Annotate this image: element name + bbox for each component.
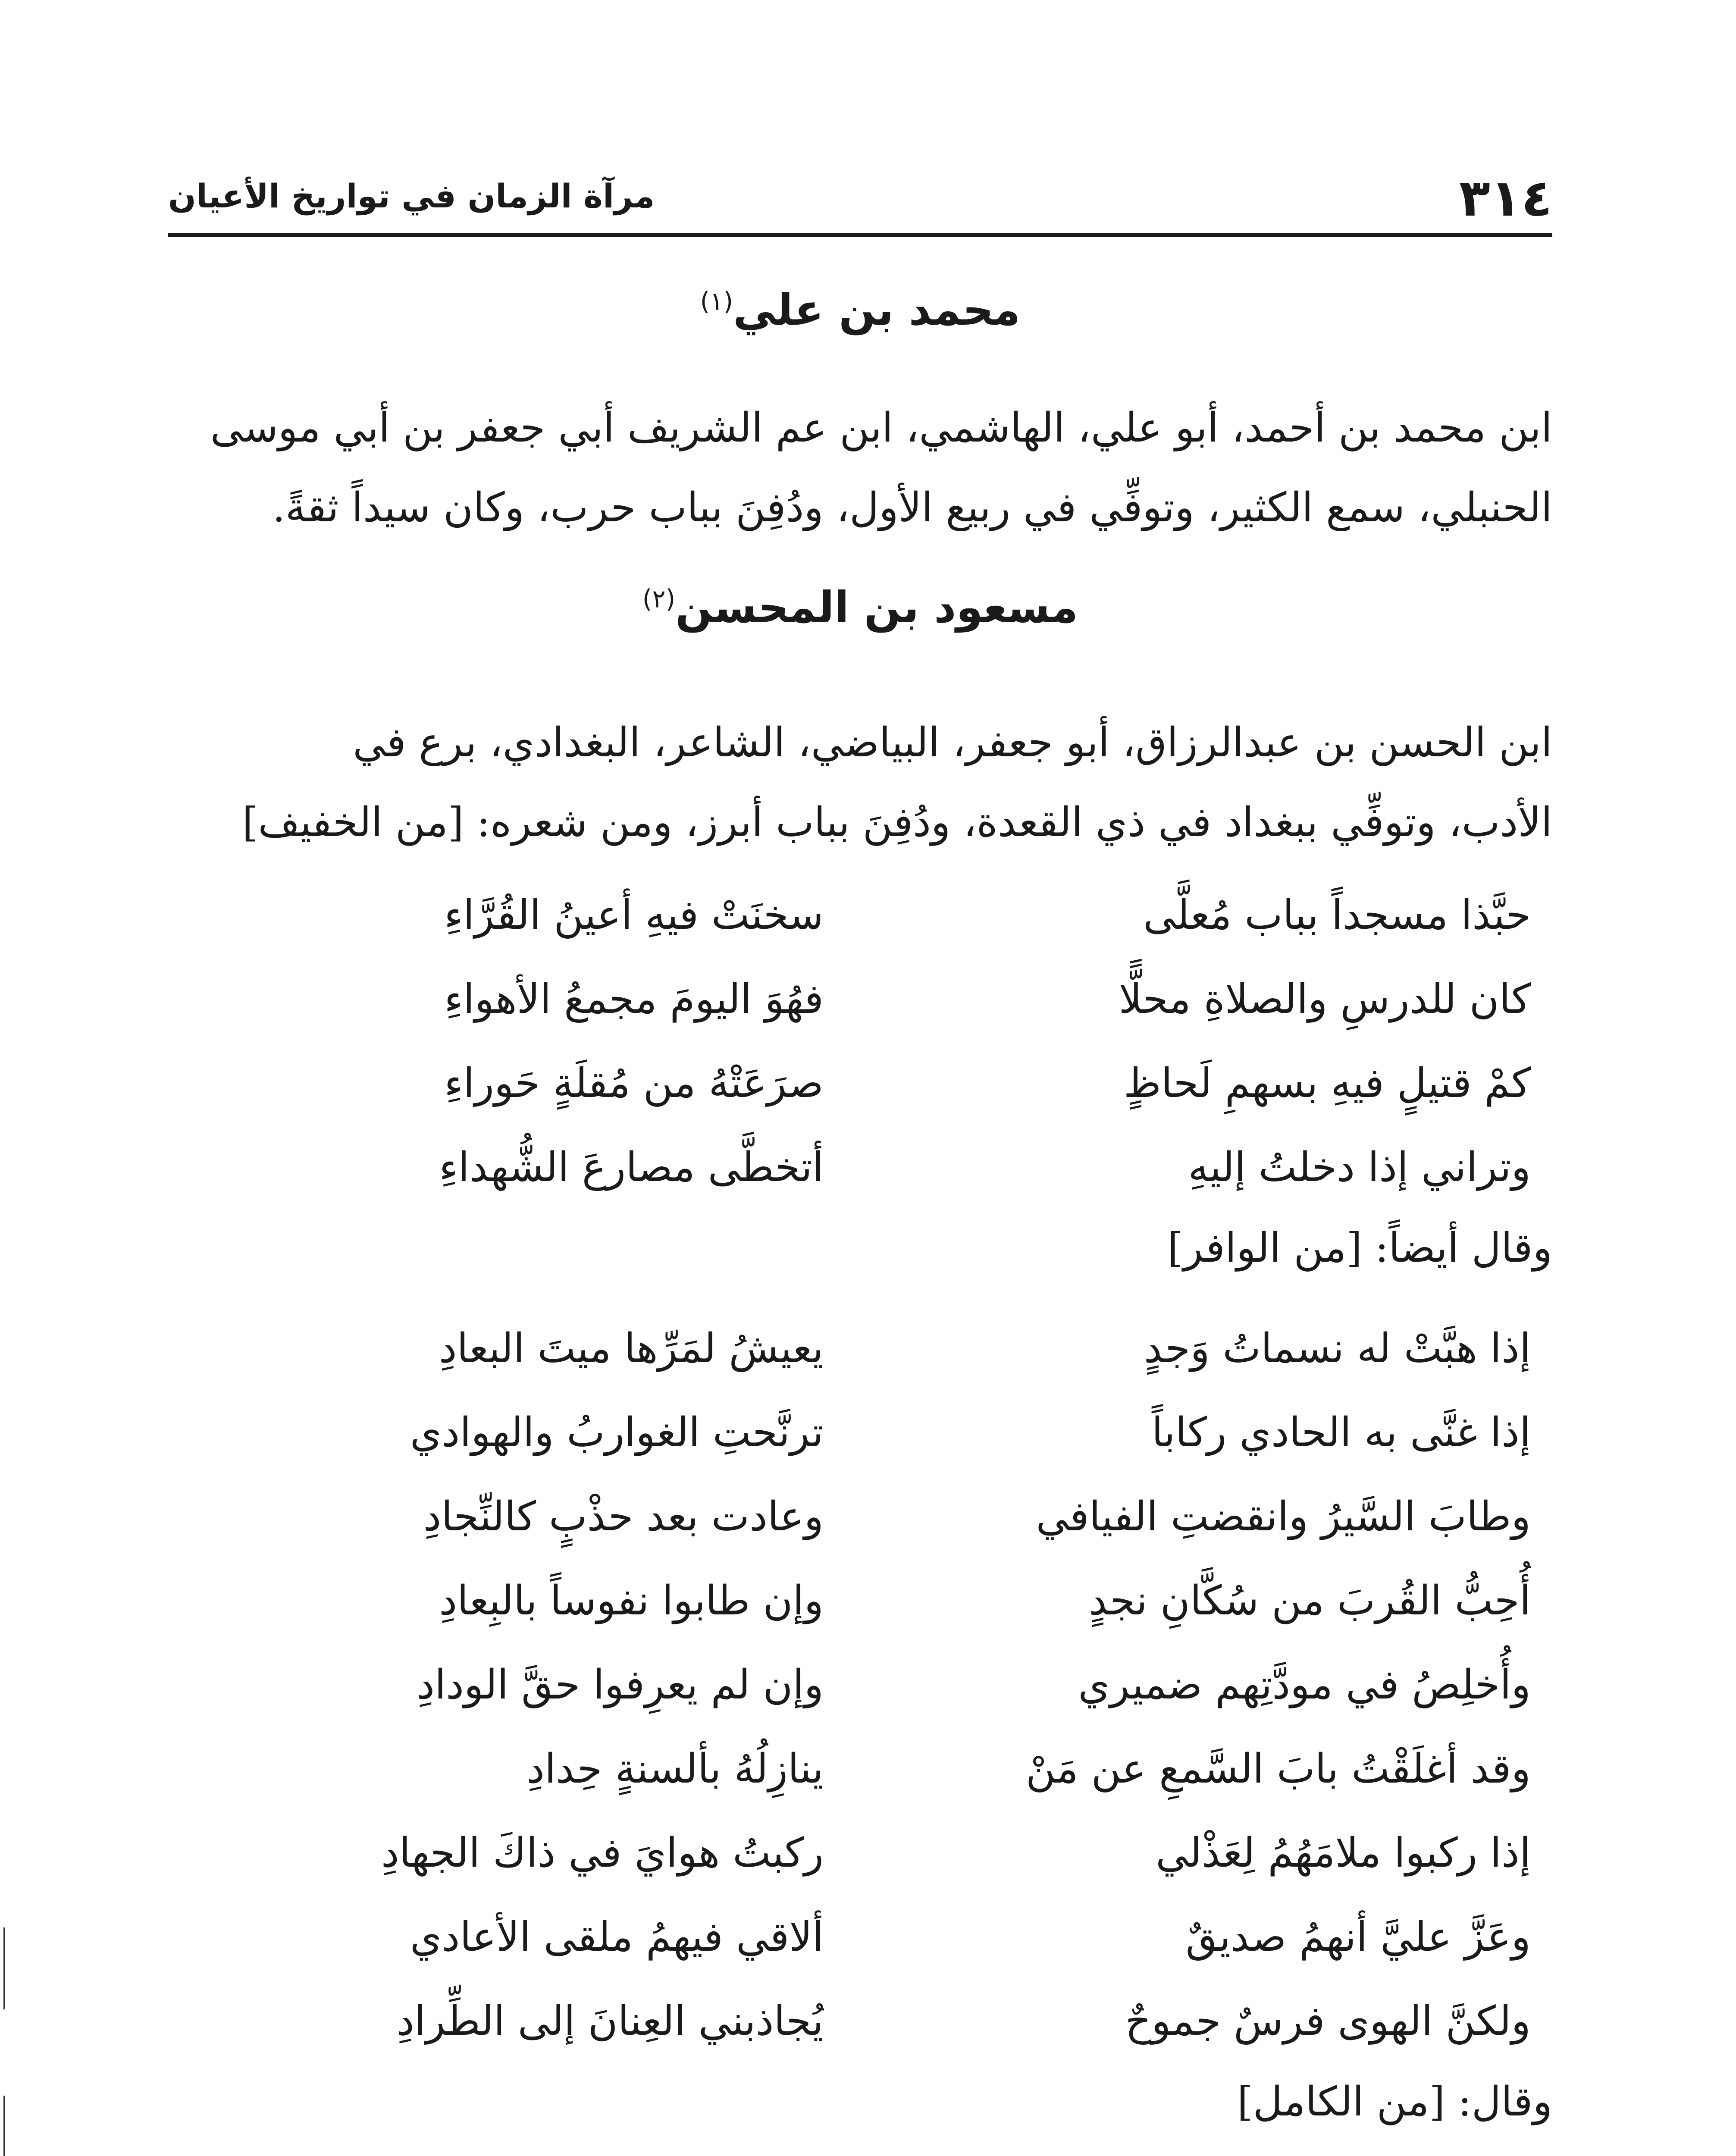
second-hemistich: وعادت بعد حذْبٍ كالنِّجادِ bbox=[423, 1493, 824, 1540]
second-hemistich: يُجاذبني العِنانَ إلى الطِّرادِ bbox=[396, 1998, 824, 2045]
verse bbox=[168, 873, 1552, 957]
verse bbox=[168, 957, 1552, 1041]
page-number: ٣١٤ bbox=[1459, 168, 1552, 228]
intro-text: وقال: bbox=[1458, 2078, 1552, 2125]
first-hemistich: كان للدرسِ والصلاةِ محلًّا bbox=[1119, 976, 1531, 1023]
text-line bbox=[172, 783, 1552, 862]
page-header bbox=[168, 168, 1552, 237]
first-hemistich: ولكنَّ الهوى فرسٌ جموحٌ bbox=[1125, 1998, 1531, 2045]
first-hemistich: إذا ركبوا ملامَهُمُ لِعَذْلي bbox=[1156, 1830, 1531, 1877]
verse bbox=[168, 1475, 1552, 1559]
first-hemistich bbox=[884, 2150, 1531, 2156]
verse bbox=[168, 1559, 1552, 1643]
first-hemistich: وقد أغلَقْتُ بابَ السَّمعِ عن مَنْ bbox=[1025, 1745, 1531, 1792]
second-hemistich: يعيشُ لمَرِّها ميتَ البعادِ bbox=[439, 1325, 824, 1372]
verse bbox=[168, 2150, 1552, 2156]
verse bbox=[168, 1811, 1552, 1895]
second-hemistich: ركبتُ هوايَ في ذاكَ الجهادِ bbox=[381, 1830, 824, 1877]
scan-artifact bbox=[3, 2096, 5, 2156]
first-hemistich: إذا غنَّى به الحادي ركاباً bbox=[1151, 1409, 1531, 1456]
first-hemistich: كمْ قتيلٍ فيهِ بسهمِ لَحاظٍ bbox=[1123, 1060, 1531, 1107]
poem bbox=[168, 2150, 1552, 2156]
verse bbox=[168, 1307, 1552, 1391]
first-hemistich: وعَزَّ عليَّ أنهمُ صديقٌ bbox=[1185, 1914, 1531, 1961]
entry-biography bbox=[172, 703, 1552, 862]
first-hemistich: أُحِبُّ القُربَ من سُكَّانِ نجدٍ bbox=[1088, 1577, 1531, 1624]
second-hemistich: فهُوَ اليومَ مجمعُ الأهواءِ bbox=[444, 976, 824, 1023]
running-title: مرآة الزمان في تواريخ الأعيان bbox=[168, 177, 655, 215]
second-hemistich: وإن لم يعرِفوا حقَّ الودادِ bbox=[417, 1661, 824, 1708]
intro-text: وقال أيضاً: bbox=[1375, 1225, 1552, 1272]
first-hemistich: وطابَ السَّيرُ وانقضتِ الفيافي bbox=[1036, 1493, 1531, 1540]
text-line: الحنبلي، سمع الكثير، وتوفِّي في ربيع الأول، ودُفِنَ بباب حرب، وكان سيداً ثقةً. bbox=[272, 484, 1552, 531]
entry-name: محمد بن علي bbox=[733, 285, 1021, 335]
verse bbox=[168, 1895, 1552, 1979]
poem bbox=[168, 873, 1552, 1210]
verse bbox=[168, 1041, 1552, 1125]
text-line-content: الأدب، وتوفِّي ببغداد في ذي القعدة، ودُفِنَ بباب أبرز، ومن شعره: bbox=[476, 799, 1552, 846]
second-hemistich: صرَعَتْهُ من مُقلَةٍ حَوراءِ bbox=[444, 1060, 824, 1107]
first-hemistich: وأُخلِصُ في مودَّتِهم ضميري bbox=[1078, 1661, 1531, 1708]
entry-title bbox=[168, 582, 1552, 633]
text-line: ابن محمد بن أحمد، أبو علي، الهاشمي، ابن عم الشريف أبي جعفر بن أبي موسى bbox=[210, 404, 1552, 451]
first-hemistich: حبَّذا مسجداً بباب مُعلَّى bbox=[1143, 892, 1531, 939]
first-hemistich: إذا هبَّتْ له نسماتُ وَجدٍ bbox=[1144, 1325, 1531, 1372]
poem bbox=[168, 1307, 1552, 2063]
verse bbox=[168, 1643, 1552, 1727]
second-hemistich: سخنَتْ فيهِ أعينُ القُرَّاءِ bbox=[444, 892, 824, 939]
verse bbox=[168, 1727, 1552, 1811]
second-hemistich: وإن طابوا نفوساً بالبِعادِ bbox=[439, 1577, 824, 1624]
second-hemistich: أتخطَّى مصارعَ الشُّهداءِ bbox=[439, 1144, 824, 1191]
poem-meter: [من الكامل] bbox=[1237, 2078, 1445, 2125]
footnote-ref: (٢) bbox=[642, 584, 676, 614]
entry-title bbox=[168, 285, 1552, 335]
text-line: ابن الحسن بن عبدالرزاق، أبو جعفر، البياضي، الشاعر، البغدادي، برع في bbox=[353, 719, 1552, 766]
entry-name: مسعود بن المحسن bbox=[675, 582, 1078, 633]
first-hemistich: وتراني إذا دخلتُ إليهِ bbox=[1188, 1144, 1531, 1191]
poem-intro bbox=[776, 1214, 1552, 1283]
poem-meter: [من الوافر] bbox=[1167, 1225, 1362, 1272]
poem-meter: [من الخفيف] bbox=[242, 799, 464, 846]
poem-intro bbox=[776, 2068, 1552, 2137]
verse bbox=[168, 1979, 1552, 2063]
second-hemistich bbox=[177, 2150, 824, 2156]
footnote-ref: (١) bbox=[700, 286, 733, 316]
verse bbox=[168, 1125, 1552, 1210]
entry-biography bbox=[172, 388, 1552, 548]
verse bbox=[168, 1391, 1552, 1475]
second-hemistich: ترنَّحتِ الغواربُ والهوادي bbox=[410, 1409, 824, 1456]
second-hemistich: ينازِلُهُ بألسنةٍ حِدادِ bbox=[526, 1745, 824, 1792]
scan-artifact bbox=[3, 1927, 5, 2009]
second-hemistich: ألاقي فيهمُ ملقى الأعادي bbox=[410, 1914, 824, 1961]
